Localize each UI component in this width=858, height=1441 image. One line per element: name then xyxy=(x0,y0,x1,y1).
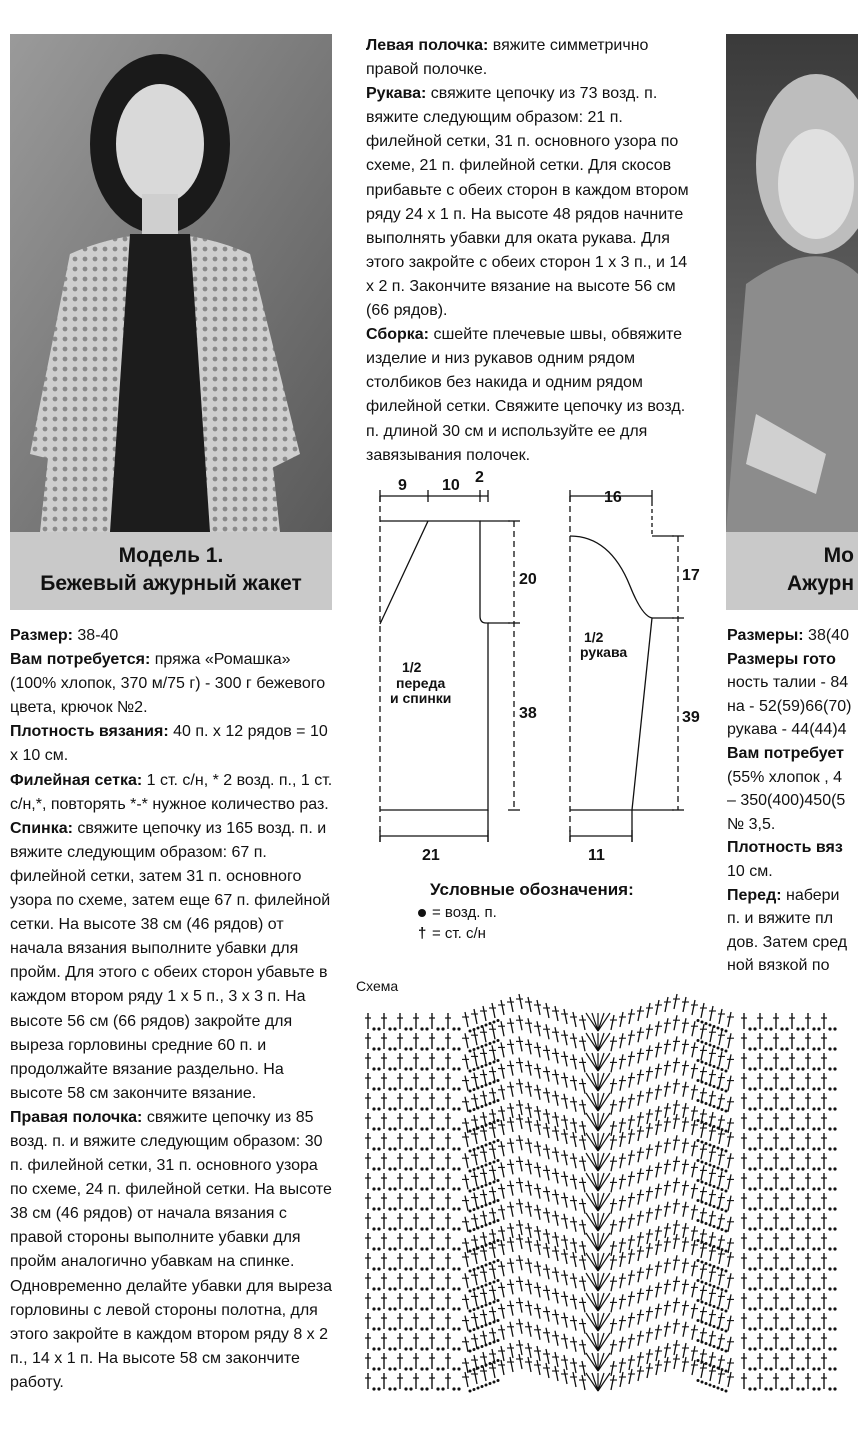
right-line-2-label: Размеры гото xyxy=(727,650,836,668)
middle-paragraph-assembly xyxy=(366,323,696,468)
gauge-text: 40 п. х 12 рядов = 10 х 10 см. xyxy=(10,723,328,765)
left-paragraph-materials xyxy=(10,648,336,720)
legend-dc-row xyxy=(418,923,678,944)
front-dim-side-lower: 38 xyxy=(519,705,537,722)
pattern-diagrams xyxy=(360,466,700,866)
right-line-14 xyxy=(727,931,858,955)
model2-caption-line1: Мо xyxy=(823,544,854,567)
materials-label: Вам потребуется: xyxy=(10,651,151,669)
right-line-8-text: – 350(400)450(5 xyxy=(727,792,846,810)
front-outline xyxy=(380,521,488,810)
sleeve-label-line1: 1/2 xyxy=(584,629,604,645)
right-line-4-text: на - 52(59)66(70) xyxy=(727,697,852,715)
middle-paragraph-sleeves xyxy=(366,82,696,323)
assembly-text: сшейте плечевые швы, обвяжите изделие и низ рукавов одним рядом столбиков без накида и одним рядом филейной сетки. Свяжите цепочку из возд. п. длиной 30 см и используйте ее для завязывания полочек. xyxy=(366,326,686,464)
sleeve-outline xyxy=(570,536,652,810)
right-line-9-text: № 3,5. xyxy=(727,815,776,833)
right-front-text: свяжите цепочку из 85 возд. п. и вяжите следующим образом: 30 п. филейной сетки, 31 п. основного узора по схеме, 24 п. филейной сетки. На высоте 38 см (46 рядов) от начала вязания с правой стороны выполните убавки для пройм аналогично убавкам на спинке. Одновременно делайте убавки для выреза горловины с левой стороны полотна, для этого закройте в каждом втором ряду 8 х 2 п., 14 х 1 п. На высоте 58 см закончите работу. xyxy=(10,1108,332,1391)
right-front-label: Правая полочка: xyxy=(10,1108,143,1126)
legend-dc-text: = ст. с/н xyxy=(432,925,486,942)
legend-chain-text: = возд. п. xyxy=(432,904,497,921)
chain-stitch-icon xyxy=(418,909,426,917)
left-paragraph-back xyxy=(10,817,336,1106)
left-front-text: вяжите симметрично правой полочке. xyxy=(366,37,649,79)
assembly-label: Сборка: xyxy=(366,326,430,344)
materials-text: пряжа «Ромашка» (100% хлопок, 370 м/75 г) - 300 г бежевого цвета, крючок №2. xyxy=(10,651,326,717)
left-text-column xyxy=(10,624,336,1395)
filet-label: Филейная сетка: xyxy=(10,771,143,789)
right-line-10 xyxy=(727,836,858,860)
left-paragraph-right-front xyxy=(10,1106,336,1395)
sleeve-dim-bottom: 11 xyxy=(588,847,605,864)
left-paragraph-filet xyxy=(10,769,336,817)
right-line-13-text: п. и вяжите пл xyxy=(727,910,834,928)
legend xyxy=(418,878,678,944)
right-text-column xyxy=(727,624,858,978)
right-line-6 xyxy=(727,742,858,766)
back-label: Спинка: xyxy=(10,819,73,837)
model1-caption-line1: Модель 1. xyxy=(118,544,224,567)
schema-right-crop-edge xyxy=(848,985,858,1405)
front-label-line3: и спинки xyxy=(390,690,452,706)
sleeves-text: свяжите цепочку из 73 возд. п. вяжите следующим образом: 21 п. филейной сетки, 31 п. основного узора по схеме, 21 п. филейной сетки. Для скосов прибавьте с обеих сторон в каждом втором ряду 24 х 1 п. На высоте 48 рядов начните выполнять убавки для оката рукава. Для этого закройте с обеих сторон 1 х 3 п., и 14 х 2 п. Закончите вязание на высоте 56 см (66 рядов). xyxy=(366,85,689,320)
schema-label: Схема xyxy=(356,978,399,994)
left-paragraph-size xyxy=(10,624,336,648)
right-line-10-label: Плотность вяз xyxy=(727,839,843,857)
right-line-11-text: 10 см. xyxy=(727,862,773,880)
sleeve-dim-side-upper: 17 xyxy=(682,567,700,584)
right-line-14-text: дов. Затем сред xyxy=(727,933,848,951)
right-line-5-text: рукава - 44(44)4 xyxy=(727,721,847,739)
right-line-1 xyxy=(727,624,858,648)
sleeves-label: Рукава: xyxy=(366,85,427,103)
middle-text-column xyxy=(366,34,696,468)
right-line-12-text: набери xyxy=(781,886,840,904)
right-line-7 xyxy=(727,766,858,790)
model2-photo-illustration xyxy=(726,34,858,532)
model2-photo xyxy=(726,34,858,532)
right-line-1-label: Размеры: xyxy=(727,627,804,644)
front-dim-top-a: 9 xyxy=(398,477,407,494)
right-line-3 xyxy=(727,671,858,695)
front-dim-top-b: 10 xyxy=(442,477,460,494)
sleeve-label-line2: рукава xyxy=(580,644,628,660)
right-line-6-label: Вам потребует xyxy=(727,744,844,762)
right-line-4 xyxy=(727,695,858,719)
right-line-15-text: ной вязкой по xyxy=(727,957,830,975)
left-paragraph-gauge xyxy=(10,720,336,768)
gauge-label: Плотность вязания: xyxy=(10,723,169,741)
model2-caption xyxy=(726,532,858,610)
right-line-12 xyxy=(727,884,858,908)
front-dim-side-upper: 20 xyxy=(519,571,537,588)
right-line-1-text: 38(40 xyxy=(803,627,849,644)
right-line-2 xyxy=(727,648,858,672)
right-line-3-text: ность талии - 84 xyxy=(727,674,849,692)
size-text: 38-40 xyxy=(72,627,119,644)
right-line-13 xyxy=(727,907,858,931)
back-text: свяжите цепочку из 165 возд. п. и вяжите следующим образом: 67 п. филейной сетки, затем 31 п. основного узора по схеме, затем еще 67 п. филейной сетки. На высоте 38 см (46 рядов) от начала вязания выполните убавки для пройм. Для этого с обеих сторон убавьте в каждом втором ряду 1 х 5 п., 3 х 3 п. На высоте 56 см (66 рядов) закройте для выреза горловины средние 60 п. и продолжайте вязание раздельно. На высоте 58 см закончите вязание. xyxy=(10,819,331,1102)
right-line-5 xyxy=(727,718,858,742)
right-line-9 xyxy=(727,813,858,837)
front-dim-bottom: 21 xyxy=(422,847,440,864)
middle-paragraph-left-front xyxy=(366,34,696,82)
double-crochet-icon: † xyxy=(418,925,427,942)
front-dim-top-c: 2 xyxy=(475,469,484,486)
left-front-label: Левая полочка: xyxy=(366,37,489,54)
legend-chain-row xyxy=(418,902,678,923)
filet-text: 1 ст. с/н, * 2 возд. п., 1 ст. с/н,*, повторять *-* нужное количество раз. xyxy=(10,771,333,813)
legend-title: Условные обозначения: xyxy=(430,880,634,899)
right-line-12-label: Перед: xyxy=(727,886,782,904)
model2-caption-line2: Ажурн xyxy=(787,572,854,595)
sleeve-dim-top: 16 xyxy=(604,489,622,506)
front-label-line2: переда xyxy=(396,675,446,691)
model1-photo-illustration xyxy=(10,34,332,532)
front-label-line1: 1/2 xyxy=(402,659,422,675)
right-line-8 xyxy=(727,789,858,813)
model1-photo xyxy=(10,34,332,532)
model1-caption-line2: Бежевый ажурный жакет xyxy=(40,572,302,595)
size-label: Размер: xyxy=(10,627,73,644)
crochet-schema xyxy=(358,955,858,1410)
right-line-7-text: (55% хлопок , 4 xyxy=(727,768,843,786)
right-line-11 xyxy=(727,860,858,884)
model1-caption xyxy=(10,532,332,610)
sleeve-dim-side-lower: 39 xyxy=(682,709,700,726)
